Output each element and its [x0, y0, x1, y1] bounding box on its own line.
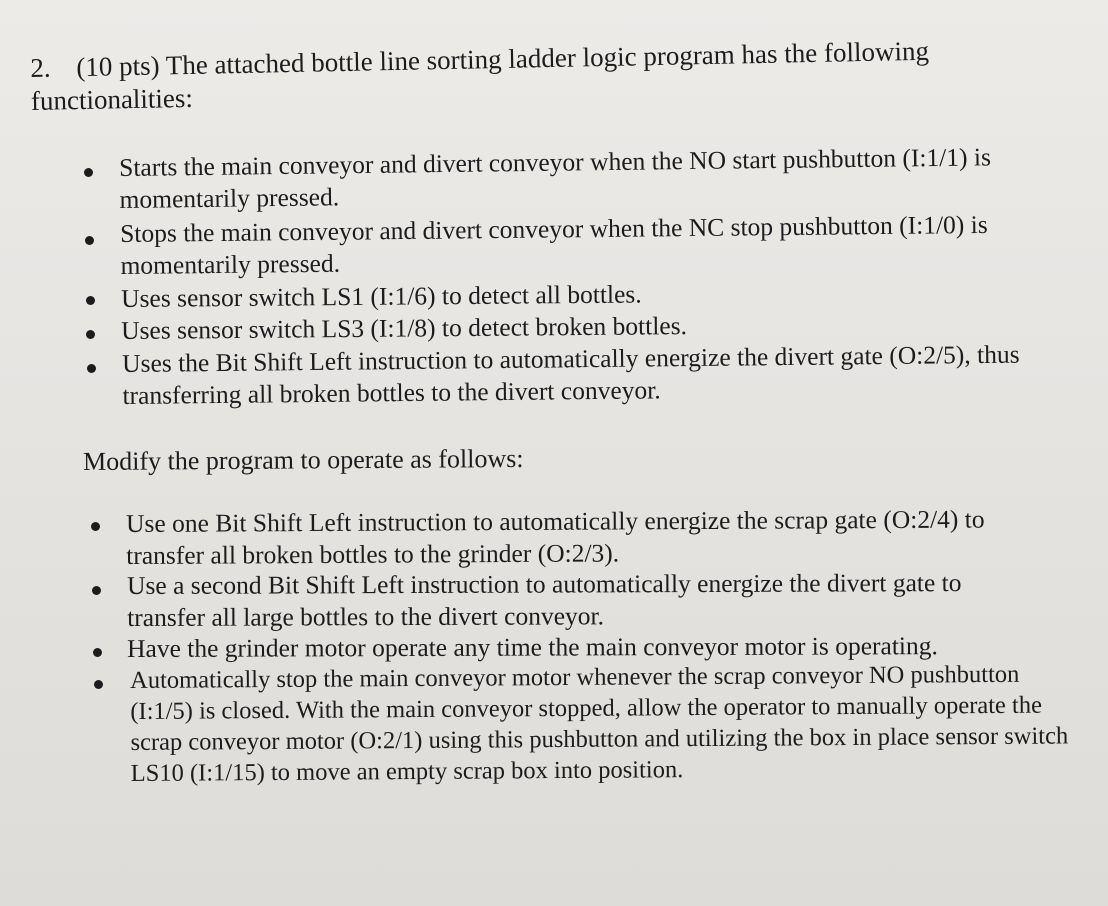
modification-text: Have the grinder motor operate any time the main conveyor motor is operating.: [127, 631, 938, 663]
bullet-icon: [92, 586, 101, 595]
list-item: [0, 142, 1108, 216]
modify-heading: Modify the program to operate as follows:: [83, 443, 524, 476]
bullet-icon: [85, 236, 94, 245]
question-header: [30, 33, 1031, 118]
functionality-text: Uses sensor switch LS1 (I:1/6) to detect all bottles.: [121, 279, 642, 313]
bullet-icon: [84, 168, 93, 177]
question-number: 2.: [30, 52, 51, 83]
list-item: [0, 570, 1108, 634]
functionality-text: Starts the main conveyor and divert conveyor when the NO start pushbutton (I:1/1) is momentarily pressed.: [119, 142, 992, 214]
modification-text: Automatically stop the main conveyor motor whenever the scrap conveyor NO pushbutton (I:1/5) is closed. With the main conveyor stopped, allow the operator to manually operate the scrap conveyor motor (O:2/1) using this pushbutton and utilizing the box in place sensor switch LS10 (I:1/15) to move an empty scrap box into position.: [130, 660, 1069, 787]
bullet-icon: [91, 522, 100, 531]
modification-text: Use one Bit Shift Left instruction to automatically energize the scrap gate (O:2/4) to transfer all broken bottles to the grinder (O:2/3).: [126, 504, 985, 570]
question-text: (10 pts) The attached bottle line sorting ladder logic program has the following functionalities:: [30, 35, 930, 116]
list-item: [0, 339, 1108, 412]
list-item: [0, 660, 1108, 789]
list-item: [0, 209, 1108, 282]
functionality-text: Stops the main conveyor and divert conveyor when the NC stop pushbutton (I:1/0) is momentarily pressed.: [120, 209, 988, 280]
modification-text: Use a second Bit Shift Left instruction to automatically energize the divert gate to transfer all large bottles to the divert conveyor.: [127, 568, 962, 632]
functionality-text: Uses the Bit Shift Left instruction to automatically energize the divert gate (O:2/5), thus transferring all broken bottles to the divert conveyor.: [122, 339, 1020, 410]
bullet-icon: [94, 680, 103, 689]
bullet-icon: [86, 330, 95, 339]
functionality-text: Uses sensor switch LS3 (I:1/8) to detect broken bottles.: [121, 311, 688, 345]
bullet-icon: [86, 296, 95, 305]
list-item: [0, 504, 1108, 572]
bullet-icon: [87, 364, 96, 373]
bullet-icon: [93, 648, 102, 657]
